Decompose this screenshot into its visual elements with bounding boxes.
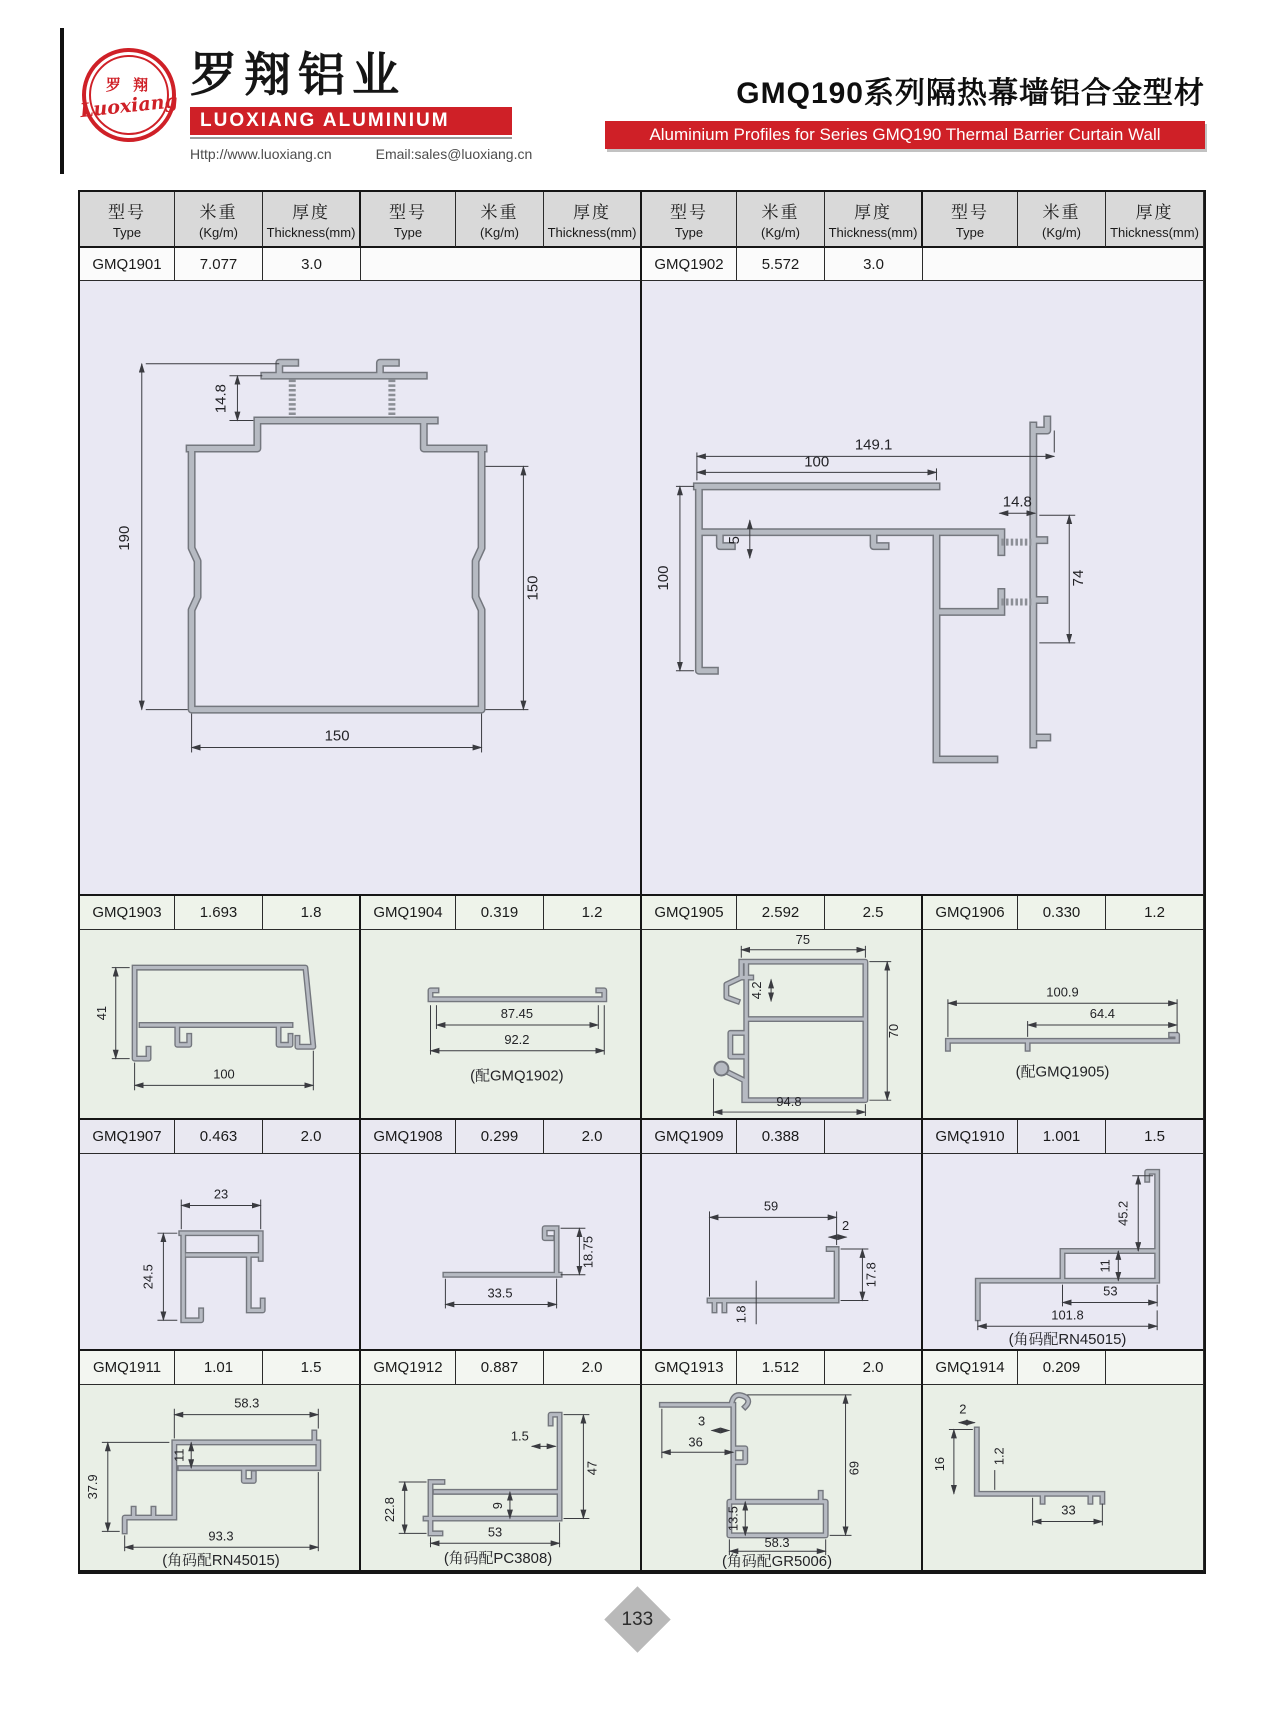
cell-code: GMQ1914 [923, 1351, 1018, 1385]
dim-label: 150 [524, 575, 542, 601]
dim-label: 75 [795, 931, 811, 947]
dim-label: 33 [1061, 1502, 1076, 1518]
dim-label: 74 [1070, 569, 1088, 587]
series-title-block [605, 68, 1205, 149]
brand-rule [190, 137, 512, 139]
series-title-cn: GMQ190系列隔热幕墙铝合金型材 [736, 77, 1205, 110]
profile-drawing-gmq1907 [80, 1154, 359, 1349]
profile-table [78, 190, 1206, 1574]
dim-label: 100.9 [1046, 984, 1079, 1000]
brand-name-en: LUOXIANG ALUMINIUM [190, 107, 512, 135]
dim-label: 14.8 [212, 384, 230, 414]
dim-label: 100 [213, 1066, 235, 1082]
logo-cn-text: 罗 翔 [105, 76, 153, 94]
cell-code: GMQ1910 [923, 1120, 1018, 1154]
dimension-lines [948, 999, 1177, 1037]
cell-code: GMQ1903 [80, 896, 175, 930]
drawing-cell-gmq1913 [642, 1385, 923, 1572]
profile-drawing-gmq1914 [923, 1385, 1203, 1570]
drawing-cell-gmq1911 [80, 1385, 361, 1572]
cell-weight: 5.572 [737, 248, 825, 281]
drawing-cell-gmq1910 [923, 1154, 1204, 1351]
dim-label: 53 [487, 1524, 503, 1540]
dim-label: 93.3 [208, 1528, 234, 1544]
brand-logo-ring [79, 55, 179, 135]
dim-label: 59 [763, 1198, 779, 1214]
drawing-cell-gmq1906 [923, 930, 1204, 1120]
dim-label: 11 [171, 1448, 187, 1462]
dim-label: 16 [931, 1456, 947, 1472]
dim-label: 18.75 [580, 1235, 596, 1269]
dim-label: 69 [846, 1460, 862, 1476]
dim-label: 3 [697, 1413, 706, 1429]
brand-contact [190, 146, 533, 163]
cell-weight: 0.209 [1018, 1351, 1106, 1385]
header-thickness: 厚度 Thickness(mm) [1106, 192, 1204, 248]
cell-thickness: 2.0 [263, 1120, 361, 1154]
dim-label: 100 [804, 453, 830, 471]
cell-weight: 0.319 [456, 896, 544, 930]
cell-weight: 2.592 [737, 896, 825, 930]
dimension-lines [157, 1200, 260, 1321]
dim-label: 149.1 [854, 436, 893, 454]
header-type: 型号 Type [642, 192, 737, 248]
profile-drawing-gmq1902 [642, 281, 1203, 894]
dim-label: 87.45 [500, 1006, 534, 1022]
drawing-cell-gmq1903 [80, 930, 361, 1120]
header-type [80, 192, 175, 248]
dim-label: 53 [1103, 1283, 1118, 1299]
header-weight: 米重 (Kg/m) [1018, 192, 1106, 248]
dim-label: 2 [841, 1218, 850, 1234]
cell-weight: 1.693 [175, 896, 263, 930]
dimension-lines [445, 1228, 585, 1308]
pairing-note: (角码配PC3808) [443, 1551, 553, 1568]
cell-weight: 0.299 [456, 1120, 544, 1154]
dim-label: 41 [93, 1005, 109, 1021]
dim-label: 58.3 [234, 1395, 260, 1411]
cell-weight: 0.330 [1018, 896, 1106, 930]
dim-label: 1.8 [733, 1305, 749, 1324]
profile-drawing-gmq1903 [80, 930, 359, 1118]
cell-thickness: 1.2 [544, 896, 642, 930]
header-thickness [263, 192, 361, 248]
header-thickness: 厚度 Thickness(mm) [544, 192, 642, 248]
cell-code: GMQ1908 [361, 1120, 456, 1154]
dim-label: 58.3 [764, 1535, 790, 1551]
header-type-cn: 型号 [108, 203, 146, 222]
brand-name-cn: 罗翔铝业 [190, 48, 406, 101]
profile-drawing-gmq1904 [361, 930, 640, 1118]
drawing-cell-gmq1902 [642, 281, 1204, 896]
drawing-cell-gmq1908 [361, 1154, 642, 1351]
cell-weight: 0.463 [175, 1120, 263, 1154]
dimension-lines [949, 1423, 1102, 1526]
header-type: 型号 Type [361, 192, 456, 248]
profile-drawing-gmq1905 [642, 930, 921, 1118]
dim-label: 11 [1097, 1259, 1113, 1273]
header-weight: 米重 (Kg/m) [737, 192, 825, 248]
pairing-note: (配GMQ1905) [1015, 1064, 1110, 1081]
dim-label: 2 [959, 1401, 967, 1417]
cell-code: GMQ1904 [361, 896, 456, 930]
drawing-cell-gmq1907 [80, 1154, 361, 1351]
dim-label: 37.9 [84, 1474, 100, 1500]
profile-drawing-gmq1911 [80, 1385, 359, 1570]
cell-blank [361, 248, 642, 281]
cell-code: GMQ1901 [80, 248, 175, 281]
logo-script-text: Luoxiang [79, 89, 179, 122]
pairing-note: (角码配GR5006) [722, 1554, 833, 1570]
dim-label: 17.8 [863, 1262, 879, 1288]
cell-thickness: 3.0 [825, 248, 923, 281]
profile-drawing-gmq1901 [80, 281, 640, 894]
header-weight-en: (Kg/m) [199, 225, 238, 240]
cell-code: GMQ1909 [642, 1120, 737, 1154]
dim-label: 1.2 [991, 1447, 1007, 1466]
pairing-note: (角码配RN45015) [162, 1553, 280, 1570]
cell-thickness: 1.5 [1106, 1120, 1204, 1154]
dim-label: 14.8 [1002, 493, 1032, 511]
cell-code: GMQ1907 [80, 1120, 175, 1154]
cell-weight: 0.388 [737, 1120, 825, 1154]
dimension-lines [676, 431, 1075, 671]
cell-code: GMQ1911 [80, 1351, 175, 1385]
dim-label: 100 [654, 565, 672, 591]
cell-thickness: 1.5 [263, 1351, 361, 1385]
cell-code: GMQ1902 [642, 248, 737, 281]
drawing-cell-gmq1914 [923, 1385, 1204, 1572]
cell-code: GMQ1913 [642, 1351, 737, 1385]
dim-label: 150 [324, 727, 350, 745]
profile-drawing-gmq1906 [923, 930, 1203, 1118]
header-thickness: 厚度 Thickness(mm) [825, 192, 923, 248]
cell-weight: 0.887 [456, 1351, 544, 1385]
drawing-cell-gmq1901 [80, 281, 642, 896]
cell-thickness: 1.2 [1106, 896, 1204, 930]
cell-weight: 1.512 [737, 1351, 825, 1385]
dim-label: 70 [886, 1023, 902, 1039]
cell-blank [923, 248, 1204, 281]
dim-label: 33.5 [487, 1285, 513, 1301]
page-number: 133 [621, 1608, 654, 1630]
brand-email: Email:sales@luoxiang.cn [375, 146, 533, 163]
dim-label: 13.5 [725, 1506, 741, 1532]
profile-drawing-gmq1912 [361, 1385, 640, 1570]
dim-label: 64.4 [1089, 1006, 1115, 1022]
dim-label: 4.2 [749, 981, 765, 1000]
cell-code: GMQ1906 [923, 896, 1018, 930]
cell-thickness: 2.0 [544, 1351, 642, 1385]
pairing-note: (角码配RN45015) [1008, 1332, 1127, 1349]
brand-website: Http://www.luoxiang.cn [190, 146, 332, 163]
pairing-note: (配GMQ1902) [470, 1068, 564, 1085]
cell-weight: 7.077 [175, 248, 263, 281]
left-margin-rule [60, 28, 64, 174]
header-type: 型号 Type [923, 192, 1018, 248]
cell-thickness: 3.0 [263, 248, 361, 281]
dim-label: 22.8 [381, 1497, 397, 1523]
dim-label: 24.5 [140, 1264, 156, 1290]
profile-drawing-gmq1908 [361, 1154, 640, 1349]
header-thickness-en: Thickness(mm) [266, 225, 356, 240]
cell-thickness: 2.0 [544, 1120, 642, 1154]
dim-label: 9 [489, 1502, 505, 1510]
brand-block [190, 48, 533, 163]
header-weight: 米重 (Kg/m) [456, 192, 544, 248]
dim-label: 23 [213, 1186, 229, 1202]
drawing-cell-gmq1905 [642, 930, 923, 1120]
dim-label: 190 [115, 525, 133, 551]
drawing-cell-gmq1909 [642, 1154, 923, 1351]
drawing-cell-gmq1904 [361, 930, 642, 1120]
drawing-cell-gmq1912 [361, 1385, 642, 1572]
header-weight [175, 192, 263, 248]
cell-thickness [825, 1120, 923, 1154]
dim-label: 92.2 [504, 1031, 530, 1047]
brand-logo [79, 48, 179, 142]
dim-label: 1.5 [510, 1428, 529, 1444]
page-number-diamond [604, 1586, 670, 1652]
header-thickness-cn: 厚度 [292, 203, 330, 222]
series-title-en: Aluminium Profiles for Series GMQ190 Thermal Barrier Curtain Wall [605, 121, 1205, 149]
cell-thickness: 2.5 [825, 896, 923, 930]
cell-code: GMQ1905 [642, 896, 737, 930]
profile-drawing-gmq1910 [923, 1154, 1203, 1349]
cell-code: GMQ1912 [361, 1351, 456, 1385]
dim-label: 47 [584, 1460, 600, 1476]
cell-thickness [1106, 1351, 1204, 1385]
profile-drawing-gmq1913 [642, 1385, 921, 1570]
header-weight-cn: 米重 [199, 203, 238, 222]
cell-thickness: 2.0 [825, 1351, 923, 1385]
cell-weight: 1.01 [175, 1351, 263, 1385]
dim-label: 5 [725, 535, 743, 545]
header-type-en: Type [112, 225, 142, 240]
dim-label: 101.8 [1051, 1307, 1084, 1323]
cell-thickness: 1.8 [263, 896, 361, 930]
dim-label: 36 [688, 1434, 703, 1450]
cell-weight: 1.001 [1018, 1120, 1106, 1154]
dim-label: 45.2 [1115, 1200, 1131, 1226]
dim-label: 94.8 [776, 1094, 802, 1110]
profile-drawing-gmq1909 [642, 1154, 921, 1349]
